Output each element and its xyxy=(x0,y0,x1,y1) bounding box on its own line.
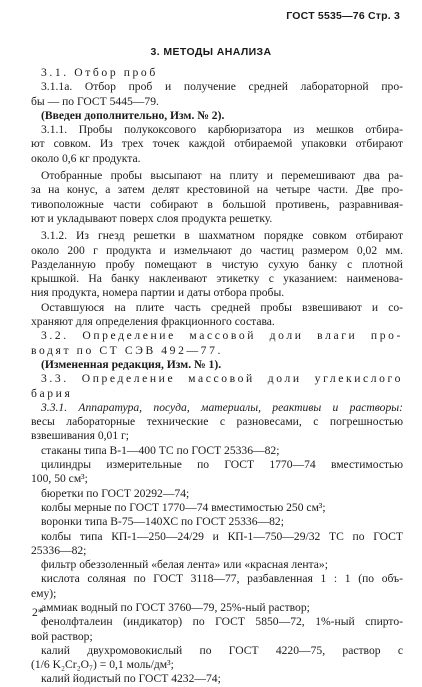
body-text xyxy=(31,66,403,687)
paragraph-line: Разделанную пробу помещают в чистую сухую банку с плотной xyxy=(31,257,403,271)
paragraph-line: ния продукта, номера партии и даты отбора пробы. xyxy=(31,286,285,300)
list-item: 100, 50 см³; xyxy=(31,472,88,486)
paragraph-line: бы — по ГОСТ 5445—79. xyxy=(31,94,159,108)
paragraph-line: крышкой. На банку наклеивают этикетку с указанием: наименова- xyxy=(31,272,403,286)
subsection-heading: водят по СТ СЭВ 492—77. xyxy=(31,343,223,357)
paragraph-line: Оставшуюся на плите часть средней пробы взвешивают и со- xyxy=(41,300,403,314)
list-item: кислота соляная по ГОСТ 3118—77, разбавленная 1 : 1 (по объ- xyxy=(41,572,403,586)
paragraph-line: ют и укладывают поверх слоя продукта решетку. xyxy=(31,211,273,225)
paragraph-line: Отобранные пробы высыпают на плиту и перемешивают два ра- xyxy=(41,169,403,183)
subsection-heading: 3.3. Определение массовой доли углекислого xyxy=(41,372,403,386)
list-item: бюретки по ГОСТ 20292—74; xyxy=(41,486,190,500)
list-item: 25336—82; xyxy=(31,543,87,557)
section-title: 3. МЕТОДЫ АНАЛИЗА xyxy=(150,46,272,58)
list-item: фенолфталеин (индикатор) по ГОСТ 5850—72, 1%-ный спирто- xyxy=(41,615,403,629)
paragraph-line: храняют для определения фракционного состава. xyxy=(31,315,275,329)
paragraph-line: 3.3.1. Аппаратура, посуда, материалы, реактивы и растворы: xyxy=(41,400,403,414)
paragraph-line: тивоположные части собирают в большой противень, разравнивая- xyxy=(31,197,403,211)
subsection-heading: бария xyxy=(31,386,73,400)
list-item: стаканы типа В-1—400 ТС по ГОСТ 25336—82; xyxy=(41,443,280,457)
list-item: фильтр обеззоленный «белая лента» или «красная лента»; xyxy=(41,558,328,572)
list-item: колбы мерные по ГОСТ 1770—74 вместимостью 250 см³; xyxy=(41,500,326,514)
list-item: взвешивания 0,01 г; xyxy=(31,429,130,443)
list-item: весы лабораторные технические с разновесами, с погрешностью xyxy=(31,415,403,429)
running-head: ГОСТ 5535—76 Стр. 3 xyxy=(286,10,400,22)
signature-mark: 2* xyxy=(32,606,44,619)
list-item: калий двухромовокислый по ГОСТ 4220—75, раствор с xyxy=(41,643,403,657)
list-item: вой раствор; xyxy=(31,629,93,643)
paragraph-line: около 0,6 кг продукта. xyxy=(31,151,141,165)
paragraph-line: 3.1.2. Из гнезд решетки в шахматном порядке совком отбирают xyxy=(41,229,403,243)
list-item: калий йодистый по ГОСТ 4232—74; xyxy=(41,672,221,686)
paragraph-line: ют совком. Из трех точек каждой отбираемой упаковки отбирают xyxy=(31,137,403,151)
subsection-heading: 3.1. Отбор проб xyxy=(41,66,158,79)
amendment-note: (Измененная редакция, Изм. № 1). xyxy=(41,357,222,371)
subsection-heading: 3.2. Определение массовой доли влаги про- xyxy=(41,329,403,343)
paragraph-line: 3.1.1. Пробы полукоксового карбюризатора из мешков отбира- xyxy=(41,123,403,137)
list-item: воронки типа В-75—140ХС по ГОСТ 25336—82; xyxy=(41,515,284,529)
paragraph-line: около 200 г продукта и измельчают до частиц размером 0,02 мм. xyxy=(31,243,403,257)
list-item: ему); xyxy=(31,586,57,600)
list-item: (1/6 K₂Cr₂O₇) = 0,1 моль/дм³; xyxy=(31,658,174,672)
list-item: аммиак водный по ГОСТ 3760—79, 25%-ный раствор; xyxy=(41,600,310,614)
paragraph-line: за на конус, а затем делят крестовиной на четыре части. Две про- xyxy=(31,183,403,197)
list-item: цилиндры измерительные по ГОСТ 1770—74 вместимостью xyxy=(41,458,403,472)
amendment-note: (Введен дополнительно, Изм. № 2). xyxy=(41,108,225,122)
paragraph-line: 3.1.1a. Отбор проб и получение средней лабораторной про- xyxy=(41,80,403,94)
list-item: колбы типа КП-1—250—24/29 и КП-1—750—29/32 ТС по ГОСТ xyxy=(41,529,403,543)
